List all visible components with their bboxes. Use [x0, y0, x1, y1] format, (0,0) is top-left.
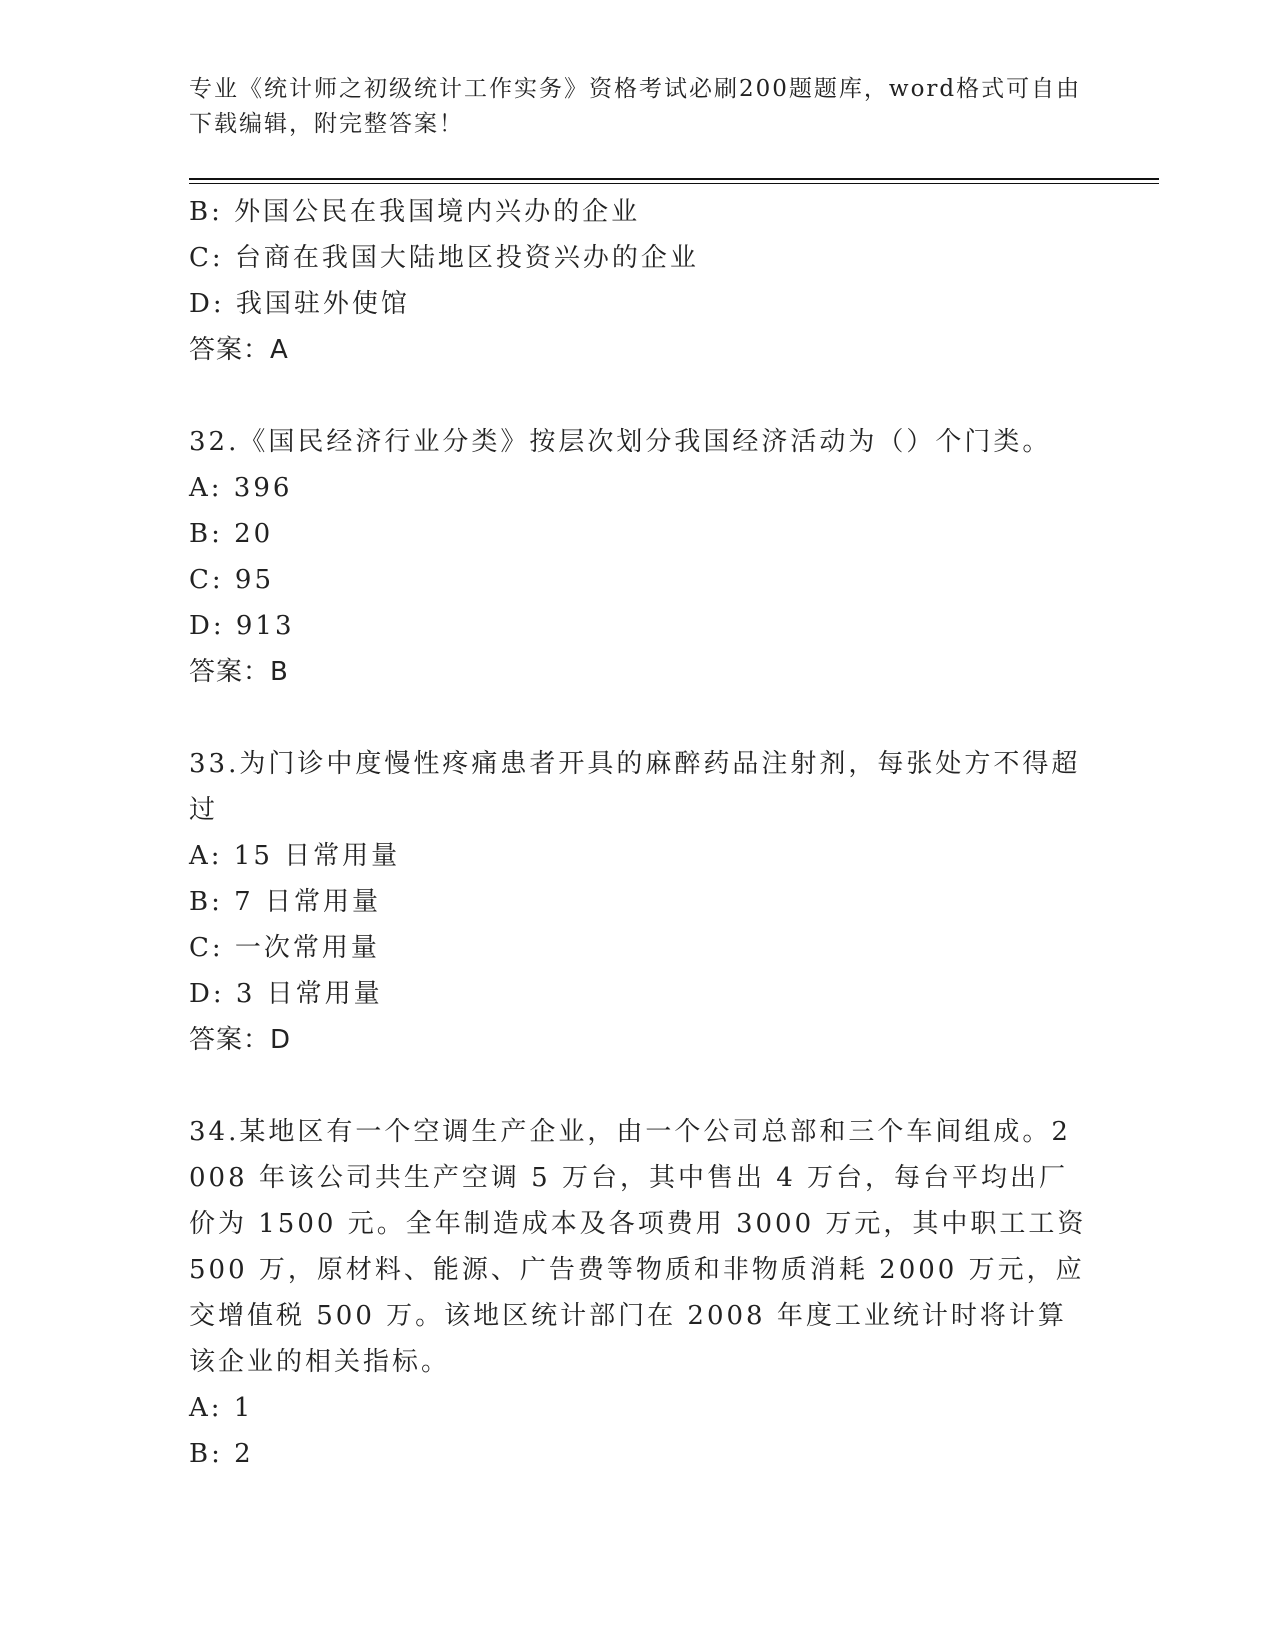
option-a: A: 15 日常用量 — [189, 841, 401, 871]
option-c: C: 台商在我国大陆地区投资兴办的企业 — [189, 243, 699, 273]
spacer — [189, 1063, 1089, 1109]
header-rule-thick — [189, 178, 1159, 180]
answer-line: 答案：A — [189, 335, 289, 365]
option-c: C: 95 — [189, 565, 275, 595]
document-body — [189, 189, 1089, 1477]
option-b: B: 2 — [189, 1439, 254, 1469]
answer-line: 答案：D — [189, 1025, 292, 1055]
option-d: D: 我国驻外使馆 — [189, 289, 410, 319]
option-a: A: 1 — [189, 1393, 254, 1423]
option-b: B: 20 — [189, 519, 274, 549]
question-32 — [189, 419, 1089, 695]
question-33 — [189, 741, 1089, 1063]
header-rule-thin — [189, 183, 1159, 184]
question-text: 33.为门诊中度慢性疼痛患者开具的麻醉药品注射剂，每张处方不得超过 — [189, 749, 1081, 825]
option-d: D: 3 日常用量 — [189, 979, 383, 1009]
question-31-tail — [189, 189, 1089, 373]
question-34 — [189, 1109, 1089, 1477]
question-text: 32.《国民经济行业分类》按层次划分我国经济活动为（）个门类。 — [189, 427, 1052, 457]
option-a: A: 396 — [189, 473, 293, 503]
spacer — [189, 695, 1089, 741]
option-b: B: 外国公民在我国境内兴办的企业 — [189, 197, 641, 227]
question-text: 34.某地区有一个空调生产企业，由一个公司总部和三个车间组成。2008 年该公司共生产空调 5 万台，其中售出 4 万台，每台平均出厂价为 1500 元。全年制造成本及各项费用 3000 万元，其中职工工资 500 万，原材料、能源、广告费等物质和非物质消耗 2000 万元，应交增值税 500 万。该地区统计部门在 2008 年度工业统计时将计算该企业的相关指标。 — [189, 1117, 1087, 1377]
option-c: C: 一次常用量 — [189, 933, 380, 963]
option-b: B: 7 日常用量 — [189, 887, 381, 917]
answer-line: 答案：B — [189, 657, 289, 687]
option-d: D: 913 — [189, 611, 295, 641]
document-header: 专业《统计师之初级统计工作实务》资格考试必刷200题题库，word格式可自由下载编辑，附完整答案！ — [189, 76, 1082, 137]
spacer — [189, 373, 1089, 419]
